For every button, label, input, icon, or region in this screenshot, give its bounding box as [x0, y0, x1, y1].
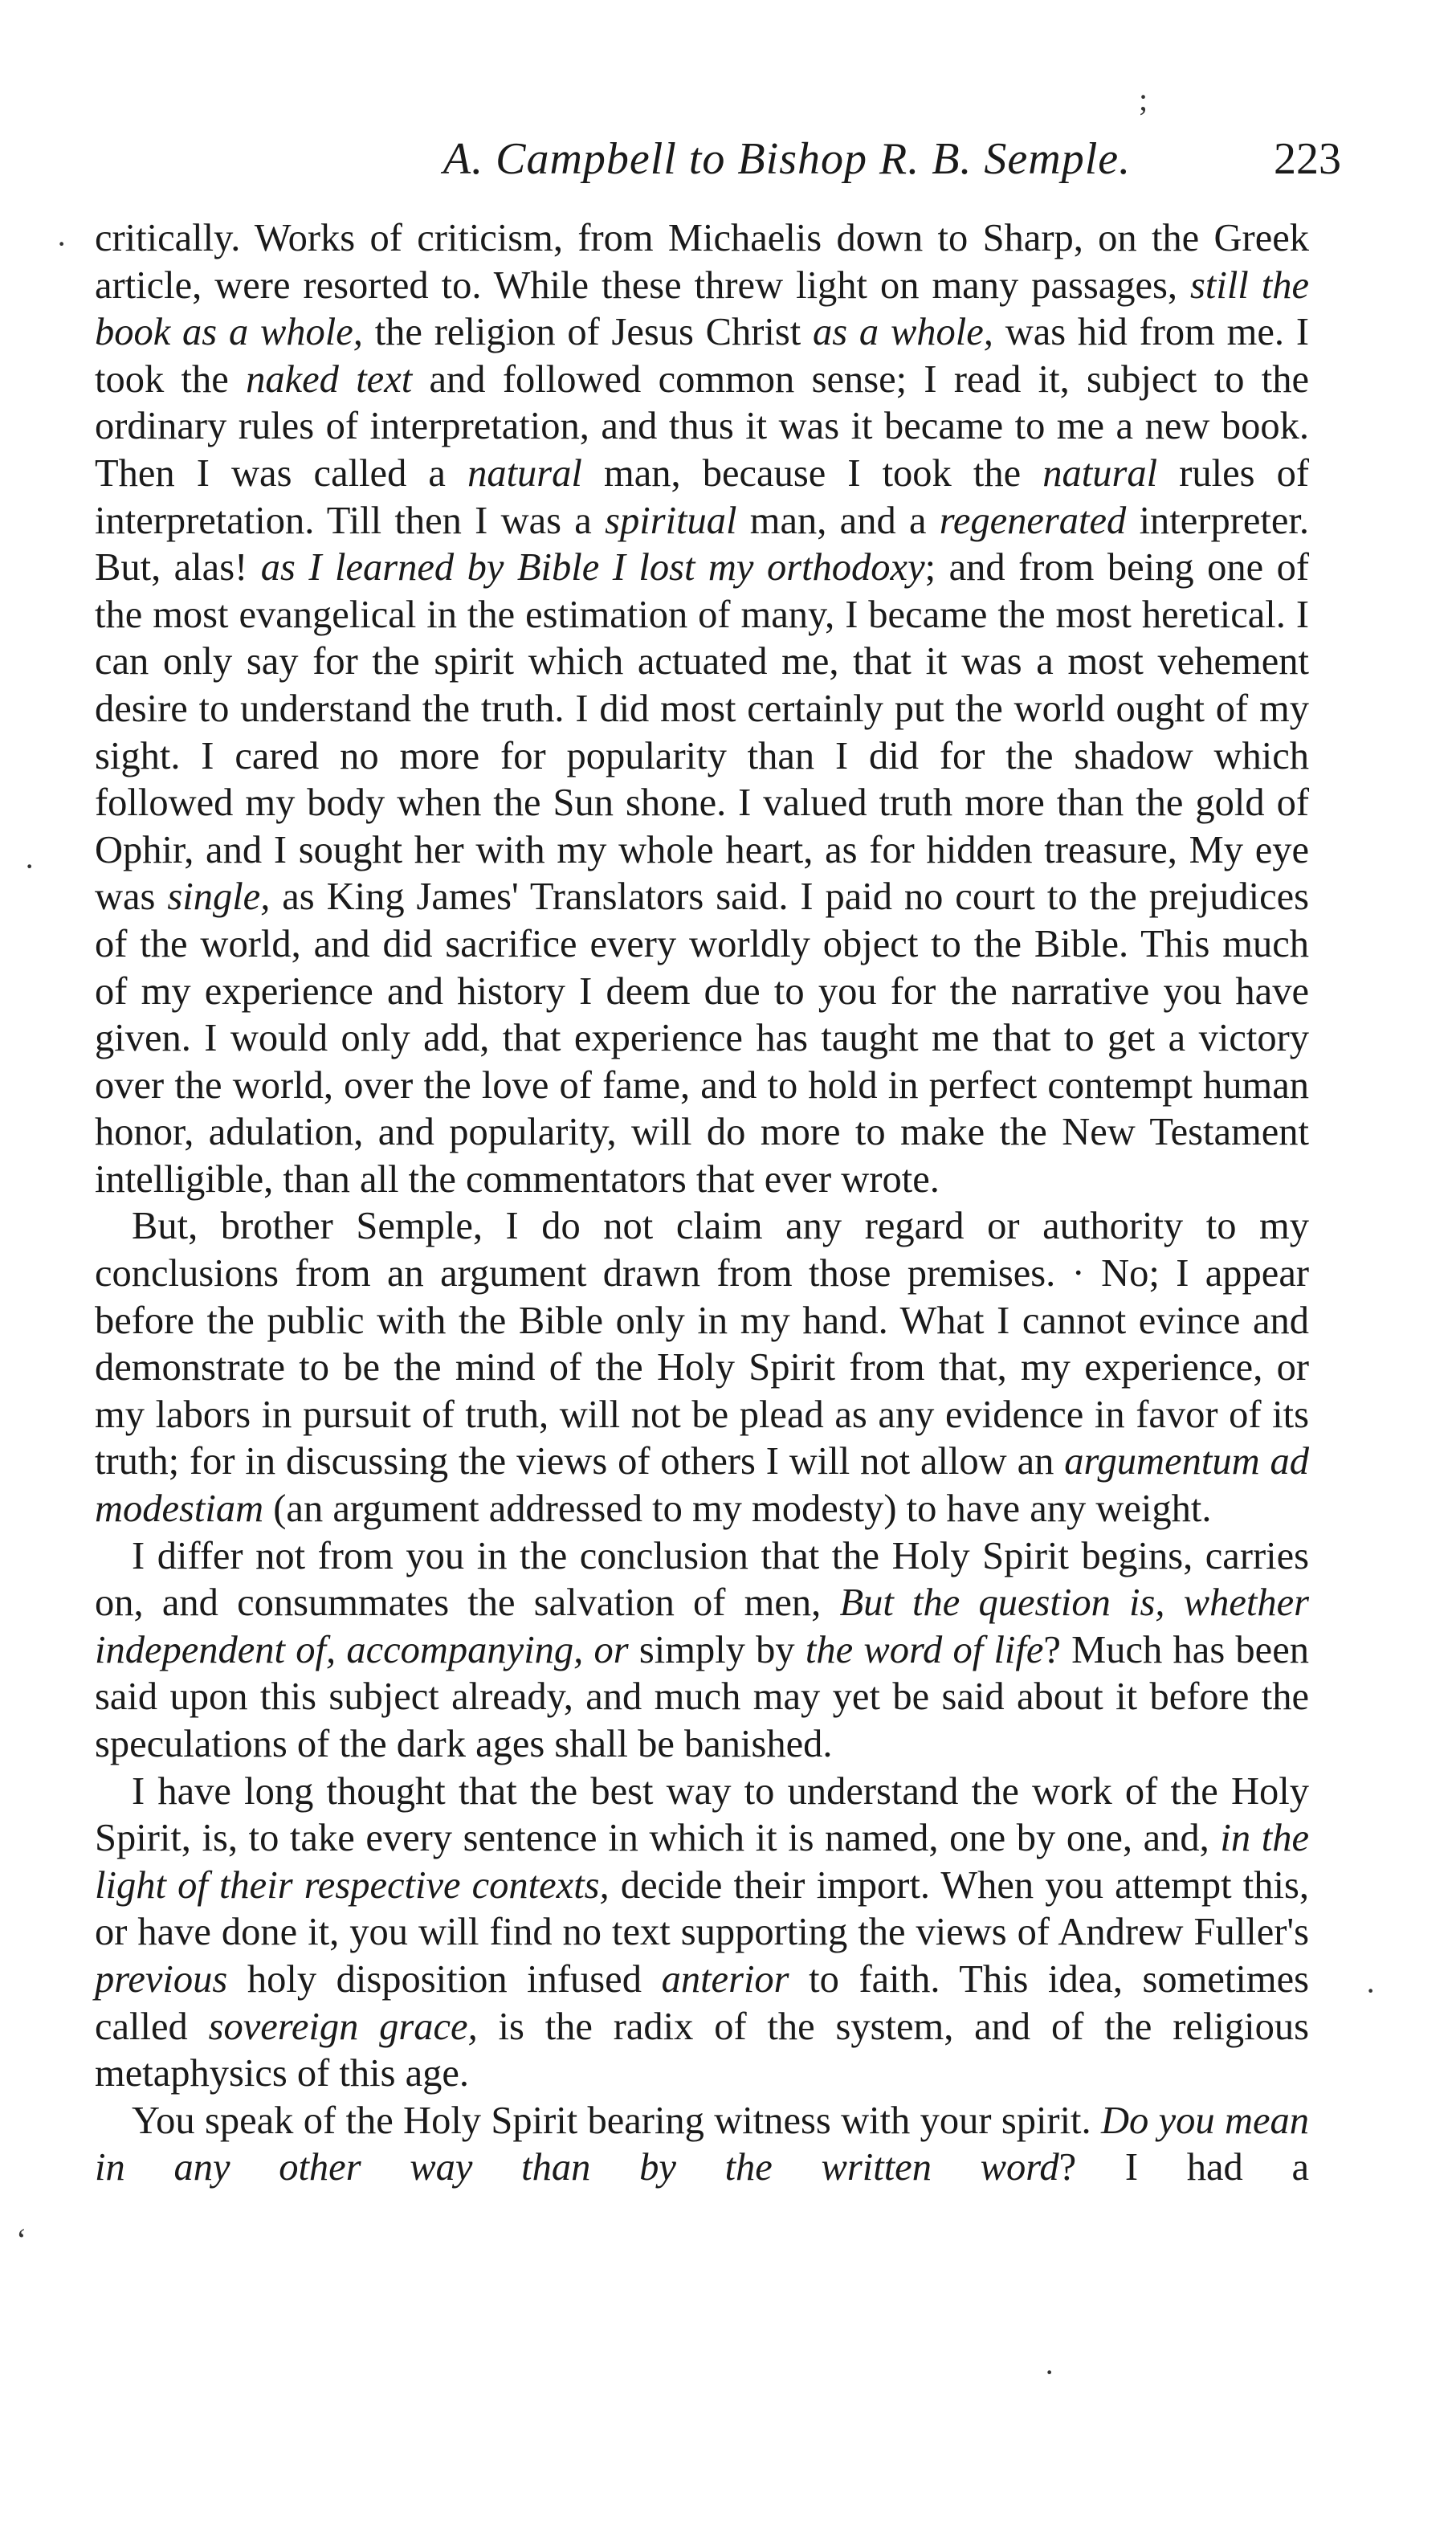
text-run: man, because I took the: [581, 451, 1043, 495]
ink-speck: ·: [1044, 2354, 1055, 2390]
text-run: and followed common sense; I read it, subject to the ordinary rules of interpretation, and thus it was it became to me a new book. Then I was called a: [95, 357, 1309, 495]
italic-run: argumentum ad modestiam: [95, 1440, 1309, 1531]
italic-run: as a whole,: [813, 311, 993, 354]
body-text: [95, 215, 1309, 2192]
italic-run: previous: [95, 1957, 228, 2001]
italic-run: as I learned by Bible I lost my orthodoxy: [260, 546, 925, 590]
paragraph: [95, 2098, 1309, 2192]
paragraph: [95, 215, 1309, 1203]
text-run: I have long thought that the best way to understand the work of the Holy Spirit, is, to take every sentence in which it is named, one by one, and,: [95, 1769, 1309, 1860]
text-run: to faith. This idea, sometimes called: [95, 1957, 1309, 2048]
text-run: But, brother Semple, I do not claim any regard or authority to my conclusions from an argument drawn from those premises. · No; I appear before the public with the Bible only in my hand. What I cannot evince and demonstrate to be the mind of the Holy Spirit from that, my experience, or my labors in pursuit of truth, will not be plead as any evidence in favor of its truth; for in discussing the views of others I will not allow an: [95, 1205, 1309, 1483]
italic-run: natural: [467, 451, 582, 495]
paragraph: [95, 1769, 1309, 2098]
text-run: interpreter. But, alas!: [95, 499, 1309, 590]
text-run: critically. Works of criticism, from Michaelis down to Sharp, on the Greek article, were resorted to. While these threw light on many passages,: [95, 217, 1309, 307]
italic-run: regenerated: [939, 499, 1127, 542]
italic-run: still the book as a whole,: [95, 263, 1309, 354]
ink-speck: ·: [56, 226, 67, 262]
text-run: You speak of the Holy Spirit bearing witness with your spirit.: [132, 2099, 1101, 2142]
text-run: the religion of Jesus Christ: [362, 311, 814, 354]
text-run: ? I had a: [1058, 2146, 1309, 2189]
italic-run: Do you mean in any other way than by the written word: [95, 2099, 1310, 2189]
italic-run: the word of life: [805, 1628, 1044, 1671]
text-run: ? Much has been said upon this subject already, and much may yet be said about it before the speculations of the dark ages shall be banished.: [95, 1628, 1309, 1765]
italic-run: naked text: [246, 357, 413, 401]
italic-run: spiritual: [605, 499, 737, 542]
italic-run: But the question is, whether independent of, accompanying, or: [95, 1581, 1309, 1671]
paragraph: [95, 1533, 1309, 1769]
text-run: as King James' Translators said. I paid no court to the prejudices of the world, and did sacrifice every worldly object to the Bible. This much of my experience and history I deem due to you for the narrative you have given. I would only add, that experience has taught me that to get a victory over the world, over the love of fame, and to hold in perfect contempt human honor, adulation, and popularity, will do more to make the New Testament intelligible, than all the commentators that ever wrote.: [95, 875, 1309, 1201]
paragraph: [95, 1203, 1309, 1532]
running-head: A. Campbell to Bishop R. B. Semple.: [443, 134, 1132, 184]
text-run: (an argument addressed to my modesty) to have any weight.: [263, 1487, 1212, 1531]
italic-run: natural: [1042, 451, 1158, 495]
text-run: I differ not from you in the conclusion that the Holy Spirit begins, carries on, and consummates the salvation of men,: [95, 1534, 1309, 1625]
text-run: ; and from being one of the most evangelical in the estimation of many, I became the most heretical. I can only say for the spirit which actuated me, that it was a most vehement desire to understand the truth. I did most certainly put the world ought of my sight. I cared no more for popularity than I did for the shadow which followed my body when the Sun shone. I valued truth more than the gold of Ophir, and I sought her with my whole heart, as for hidden treasure, My eye was: [95, 546, 1309, 919]
text-run: was hid from me. I took the: [95, 311, 1309, 401]
text-run: simply by: [628, 1628, 805, 1671]
text-run: man, and a: [736, 499, 940, 542]
italic-run: sovereign grace,: [208, 2005, 478, 2048]
page-number: 223: [1274, 134, 1341, 184]
ink-speck: ;: [1139, 81, 1148, 117]
italic-run: in the light of their respective contexts,: [95, 1817, 1310, 1907]
italic-run: single,: [167, 875, 271, 919]
italic-run: anterior: [661, 1957, 789, 2001]
ink-speck: ·: [24, 848, 35, 884]
ink-speck: ·: [1365, 1973, 1376, 2009]
text-run: decide their import. When you attempt this, or have done it, you will find no text supporting the views of Andrew Fuller's: [95, 1863, 1309, 1954]
text-run: is the radix of the system, and of the religious metaphysics of this age.: [95, 2005, 1309, 2095]
text-run: rules of interpretation. Till then I was a: [95, 451, 1309, 542]
text-run: holy disposition infused: [227, 1957, 662, 2001]
ink-speck: ‘: [16, 2222, 27, 2258]
